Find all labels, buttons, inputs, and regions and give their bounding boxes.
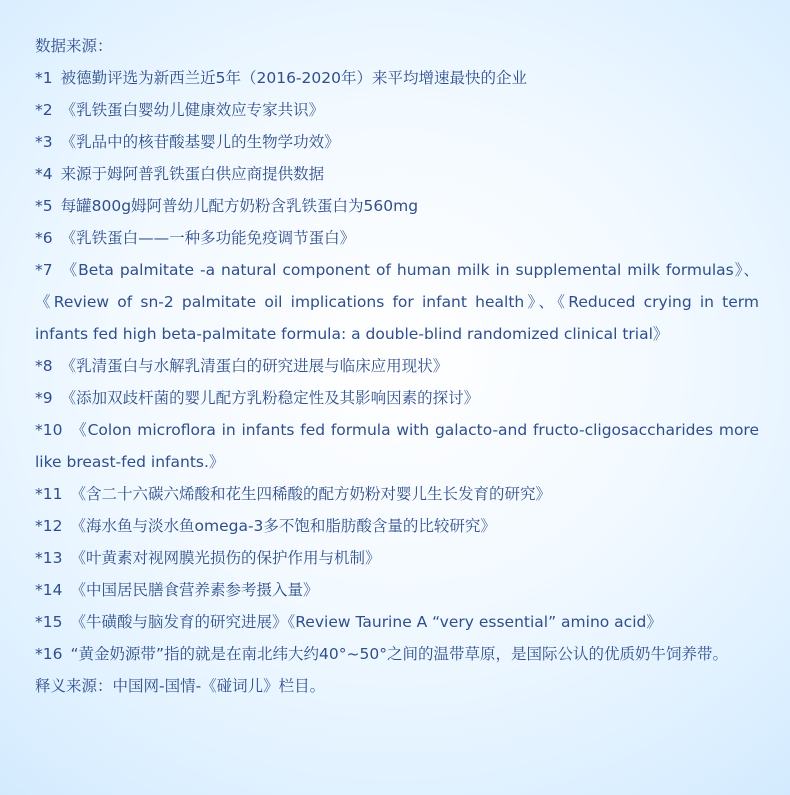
reference-item — [35, 382, 759, 414]
reference-number: *15 — [35, 613, 63, 631]
reference-number: *11 — [35, 485, 63, 503]
data-sources-document — [35, 30, 759, 702]
reference-list — [35, 62, 759, 670]
reference-text: 《Colon microflora in infants fed formula with galacto-and fructo-cligosaccharides more like breast-fed infants.》 — [35, 421, 759, 471]
reference-number: *5 — [35, 197, 53, 215]
reference-number: *2 — [35, 101, 53, 119]
reference-number: *9 — [35, 389, 53, 407]
reference-item — [35, 94, 759, 126]
reference-text: 《叶黄素对视网膜光损伤的保护作用与机制》 — [70, 549, 381, 567]
reference-number: *12 — [35, 517, 63, 535]
reference-text: 《乳品中的核苷酸基婴儿的生物学功效》 — [60, 133, 340, 151]
reference-item — [35, 254, 759, 350]
reference-text: 被德勤评选为新西兰近5年（2016-2020年）来平均增速最快的企业 — [60, 69, 527, 87]
reference-number: *16 — [35, 645, 63, 663]
reference-item — [35, 126, 759, 158]
reference-number: *7 — [35, 261, 53, 279]
definition-source-footnote: 释义来源：中国网-国情-《碰词儿》栏目。 — [35, 677, 326, 695]
reference-item — [35, 158, 759, 190]
reference-text: 《乳铁蛋白——一种多功能免疫调节蛋白》 — [60, 229, 356, 247]
reference-item — [35, 606, 759, 638]
reference-item — [35, 414, 759, 478]
reference-number: *1 — [35, 69, 53, 87]
reference-number: *13 — [35, 549, 63, 567]
reference-item — [35, 638, 759, 670]
reference-item — [35, 350, 759, 382]
reference-item — [35, 510, 759, 542]
reference-item — [35, 542, 759, 574]
reference-text: 《添加双歧杆菌的婴儿配方乳粉稳定性及其影响因素的探讨》 — [60, 389, 480, 407]
reference-text: 来源于姆阿普乳铁蛋白供应商提供数据 — [60, 165, 325, 183]
reference-number: *8 — [35, 357, 53, 375]
sources-heading: 数据来源： — [35, 37, 113, 55]
reference-item — [35, 574, 759, 606]
reference-number: *10 — [35, 421, 63, 439]
reference-item — [35, 62, 759, 94]
reference-text: 每罐800g姆阿普幼儿配方奶粉含乳铁蛋白为560mg — [60, 197, 419, 215]
reference-number: *6 — [35, 229, 53, 247]
reference-text: 《牛磺酸与脑发育的研究进展》《Review Taurine A “very essential” amino acid》 — [70, 613, 662, 631]
reference-text: 《含二十六碳六烯酸和花生四稀酸的配方奶粉对婴儿生长发育的研究》 — [70, 485, 551, 503]
reference-number: *3 — [35, 133, 53, 151]
reference-item — [35, 222, 759, 254]
reference-number: *14 — [35, 581, 63, 599]
reference-number: *4 — [35, 165, 53, 183]
reference-text: 《中国居民膳食营养素参考摄入量》 — [70, 581, 319, 599]
reference-text: 《乳铁蛋白婴幼儿健康效应专家共识》 — [60, 101, 325, 119]
reference-text: 《Beta palmitate -a natural component of human milk in supplemental milk formulas》、《Review of sn-2 palmitate oil implications for infant health》、《Reduced crying in term infants fed high beta-palmitate formula: a double-blind randomized clinical trial》 — [35, 261, 759, 343]
reference-item — [35, 190, 759, 222]
reference-item — [35, 478, 759, 510]
reference-text: “黄金奶源带”指的就是在南北纬大约40°~50°之间的温带草原，是国际公认的优质奶牛饲养带。 — [70, 645, 728, 663]
reference-text: 《乳清蛋白与水解乳清蛋白的研究进展与临床应用现状》 — [60, 357, 449, 375]
reference-text: 《海水鱼与淡水鱼omega-3多不饱和脂肪酸含量的比较研究》 — [70, 517, 496, 535]
